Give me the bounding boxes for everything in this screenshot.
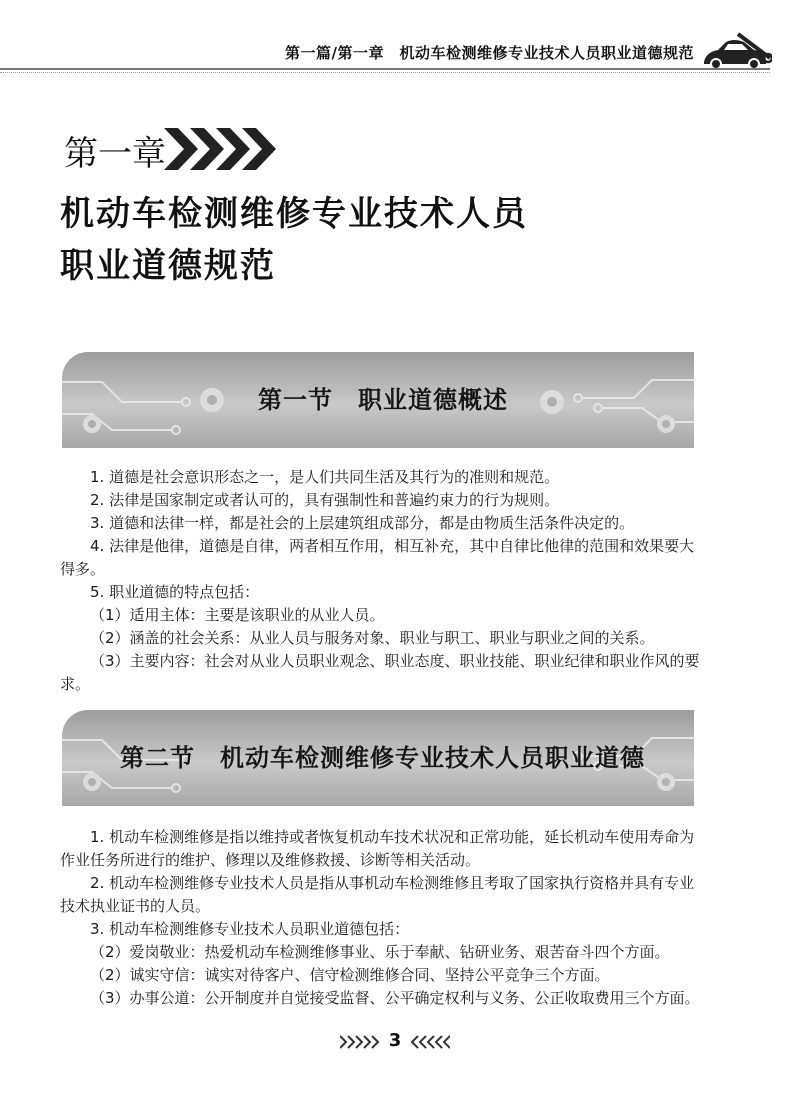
chapter-label: 第一章	[64, 134, 166, 174]
list-item: 1. 道德是社会意识形态之一，是人们共同生活及其行为的准则和规范。	[90, 468, 560, 486]
list-item: （2）爱岗敬业：热爱机动车检测维修事业、乐于奉献、钻研业务、艰苦奋斗四个方面。	[90, 943, 670, 961]
chevron-arrows-icon	[164, 126, 276, 172]
section-2-body	[60, 826, 700, 1010]
list-item: 1. 机动车检测维修是指以维持或者恢复机动车技术状况和正常功能，延长机动车使用寿命为作业任务所进行的维护、修理以及维修救援、诊断等相关活动。	[60, 828, 695, 869]
section-banner-1	[62, 352, 694, 448]
list-item: 2. 机动车检测维修专业技术人员是指从事机动车检测维修且考取了国家执行资格并具有专业技术执业证书的人员。	[60, 874, 695, 915]
page-number-footer	[340, 1030, 450, 1054]
list-item: （1）适用主体：主要是该职业的从业人员。	[90, 606, 385, 624]
list-item: （3）主要内容：社会对从业人员职业观念、职业态度、职业技能、职业纪律和职业作风的要求。	[60, 652, 700, 693]
section-1-title: 第一节 职业道德概述	[258, 386, 508, 414]
running-head	[0, 0, 790, 80]
chapter-title-line1: 机动车检测维修专业技术人员	[60, 194, 528, 234]
list-item: 3. 道德和法律一样，都是社会的上层建筑组成部分，都是由物质生活条件决定的。	[90, 514, 635, 532]
running-head-rule	[0, 68, 770, 70]
chevron-left-icon	[410, 1035, 450, 1049]
chapter-title-line2: 职业道德规范	[60, 246, 276, 286]
section-1-body	[60, 466, 700, 696]
car-wrench-icon	[698, 32, 772, 72]
list-item: 2. 法律是国家制定或者认可的，具有强制性和普遍约束力的行为规则。	[90, 491, 560, 509]
list-item: （3）办事公道：公开制度并自觉接受监督、公平确定权利与义务、公正收取费用三个方面。	[90, 989, 700, 1007]
section-banner-2	[62, 710, 694, 806]
section-2-title: 第二节 机动车检测维修专业技术人员职业道德	[120, 744, 645, 772]
list-item: 4. 法律是他律，道德是自律，两者相互作用，相互补充，其中自律比他律的范围和效果要大得多。	[60, 537, 695, 578]
chevron-right-icon	[340, 1035, 380, 1049]
running-head-text: 第一篇/第一章 机动车检测维修专业技术人员职业道德规范	[285, 44, 694, 62]
list-item: （2）诚实守信：诚实对待客户、信守检测维修合同、坚持公平竞争三个方面。	[90, 966, 610, 984]
list-item: 5. 职业道德的特点包括：	[90, 583, 260, 601]
chapter-title	[60, 188, 528, 292]
page-number: 3	[388, 1030, 402, 1051]
list-item: （2）涵盖的社会关系：从业人员与服务对象、职业与职工、职业与职业之间的关系。	[90, 629, 655, 647]
running-head-dotted-rule	[0, 72, 770, 73]
list-item: 3. 机动车检测维修专业技术人员职业道德包括：	[90, 920, 410, 938]
